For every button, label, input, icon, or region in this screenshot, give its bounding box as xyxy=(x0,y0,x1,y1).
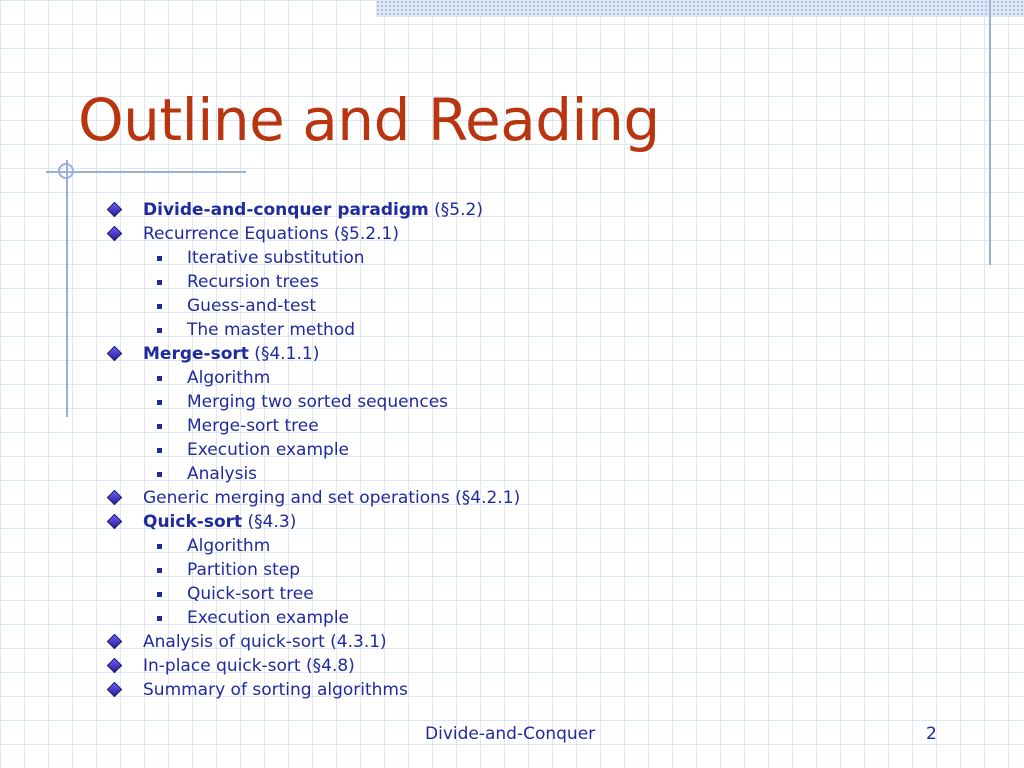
outline-item-text: Execution example xyxy=(187,608,349,628)
outline-item xyxy=(104,630,520,654)
outline-item xyxy=(104,678,520,702)
square-bullet-icon xyxy=(157,400,162,405)
outline-subitem xyxy=(104,582,520,606)
outline-item-text: Merging two sorted sequences xyxy=(187,392,449,412)
diamond-bullet-icon xyxy=(108,347,121,360)
outline-subitem xyxy=(104,462,520,486)
outline-item-text: Iterative substitution xyxy=(187,248,365,268)
square-bullet-icon xyxy=(157,376,162,381)
decorative-vertical-line-right xyxy=(989,0,991,265)
outline-item-bold-text: Quick-sort xyxy=(143,512,243,532)
outline-item-bold-text: Merge-sort xyxy=(143,344,249,364)
outline-subitem xyxy=(104,414,520,438)
outline-item xyxy=(104,222,520,246)
diamond-bullet-icon xyxy=(108,515,121,528)
outline-item-text: Guess-and-test xyxy=(187,296,317,316)
outline-item-text: Merge-sort tree xyxy=(187,416,319,436)
square-bullet-icon xyxy=(157,448,162,453)
outline-subitem xyxy=(104,438,520,462)
square-bullet-icon xyxy=(157,424,162,429)
outline-item-text: Recurrence Equations (§5.2.1) xyxy=(143,224,399,244)
outline-item xyxy=(104,654,520,678)
square-bullet-icon xyxy=(157,280,162,285)
outline-subitem xyxy=(104,366,520,390)
outline-item xyxy=(104,510,520,534)
decorative-circle xyxy=(58,163,74,179)
decorative-vertical-line-left xyxy=(66,160,68,417)
decorative-horizontal-line xyxy=(46,171,246,173)
diamond-bullet-icon xyxy=(108,491,121,504)
outline-item-text: (§4.1.1) xyxy=(248,344,320,364)
outline-item-text: (§4.3) xyxy=(242,512,297,532)
diamond-bullet-icon xyxy=(108,659,121,672)
outline-subitem xyxy=(104,534,520,558)
outline-item xyxy=(104,486,520,510)
square-bullet-icon xyxy=(157,544,162,549)
outline-subitem xyxy=(104,270,520,294)
diamond-bullet-icon xyxy=(108,683,121,696)
outline-item-text: Analysis xyxy=(187,464,258,484)
outline-item-text: Generic merging and set operations (§4.2.1) xyxy=(143,488,521,508)
outline-subitem xyxy=(104,294,520,318)
outline-item xyxy=(104,342,520,366)
header-decoration xyxy=(376,0,1024,17)
outline-item-text: Recursion trees xyxy=(187,272,319,292)
outline-item-text: Algorithm xyxy=(187,536,271,556)
outline-item-text: Execution example xyxy=(187,440,349,460)
page-number: 2 xyxy=(926,724,937,744)
outline-item-text: (§5.2) xyxy=(428,200,483,220)
square-bullet-icon xyxy=(157,568,162,573)
footer-title: Divide-and-Conquer xyxy=(425,724,596,744)
square-bullet-icon xyxy=(157,472,162,477)
outline-subitem xyxy=(104,606,520,630)
outline-subitem xyxy=(104,246,520,270)
square-bullet-icon xyxy=(157,328,162,333)
outline-item-text: Summary of sorting algorithms xyxy=(143,680,408,700)
diamond-bullet-icon xyxy=(108,203,121,216)
outline-subitem xyxy=(104,558,520,582)
diamond-bullet-icon xyxy=(108,227,121,240)
square-bullet-icon xyxy=(157,616,162,621)
outline-item-text: In-place quick-sort (§4.8) xyxy=(143,656,355,676)
outline-subitem xyxy=(104,390,520,414)
outline-subitem xyxy=(104,318,520,342)
slide-title: Outline and Reading xyxy=(78,86,660,154)
outline-item-text: Analysis of quick-sort (4.3.1) xyxy=(143,632,387,652)
square-bullet-icon xyxy=(157,256,162,261)
outline-item-text: Algorithm xyxy=(187,368,271,388)
square-bullet-icon xyxy=(157,304,162,309)
outline-item-text: The master method xyxy=(187,320,356,340)
square-bullet-icon xyxy=(157,592,162,597)
diamond-bullet-icon xyxy=(108,635,121,648)
outline-item xyxy=(104,198,520,222)
outline-list xyxy=(104,198,520,702)
outline-item-text: Partition step xyxy=(187,560,301,580)
outline-item-text: Quick-sort tree xyxy=(187,584,314,604)
outline-item-bold-text: Divide-and-conquer paradigm xyxy=(143,200,429,220)
